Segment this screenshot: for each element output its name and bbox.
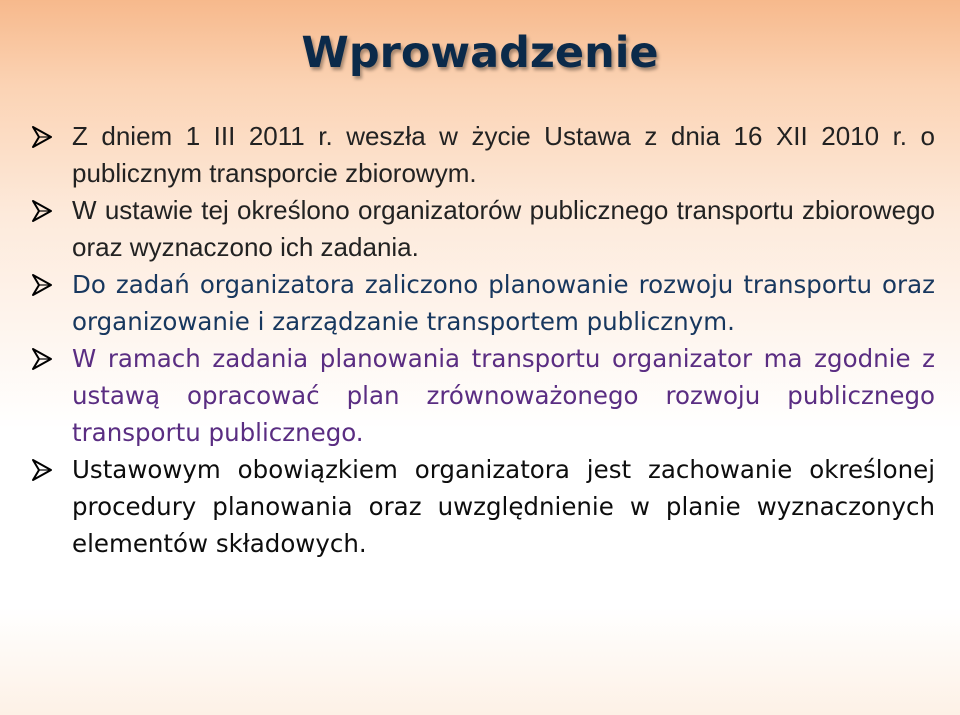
arrowhead-bullet-icon (30, 273, 54, 297)
arrowhead-bullet-icon (30, 125, 54, 149)
bullet-text: W ustawie tej określono organizatorów publicznego transportu zbiorowego oraz wyznaczono ich zadania. (72, 195, 935, 262)
slide-title: Wprowadzenie (301, 28, 659, 78)
list-item (30, 266, 935, 340)
list-item (30, 118, 935, 192)
bullet-text: Do zadań organizatora zaliczono planowanie rozwoju transportu oraz organizowanie i zarządzanie transportem publicznym. (72, 270, 935, 336)
bullet-text: Z dniem 1 III 2011 r. weszła w życie Ustawa z dnia 16 XII 2010 r. o publicznym transporcie zbiorowym. (72, 121, 935, 188)
list-item (30, 340, 935, 451)
arrowhead-bullet-icon (30, 347, 54, 371)
list-item (30, 451, 935, 562)
arrowhead-bullet-icon (30, 199, 54, 223)
arrowhead-bullet-icon (30, 458, 54, 482)
bullet-text: W ramach zadania planowania transportu organizator ma zgodnie z ustawą opracować plan zrównoważonego rozwoju publicznego transportu publicznego. (72, 344, 935, 447)
bullet-text: Ustawowym obowiązkiem organizatora jest zachowanie określonej procedury planowania oraz uwzględnienie w planie wyznaczonych elementów składowych. (72, 455, 935, 558)
bullet-list (30, 118, 935, 562)
list-item (30, 192, 935, 266)
